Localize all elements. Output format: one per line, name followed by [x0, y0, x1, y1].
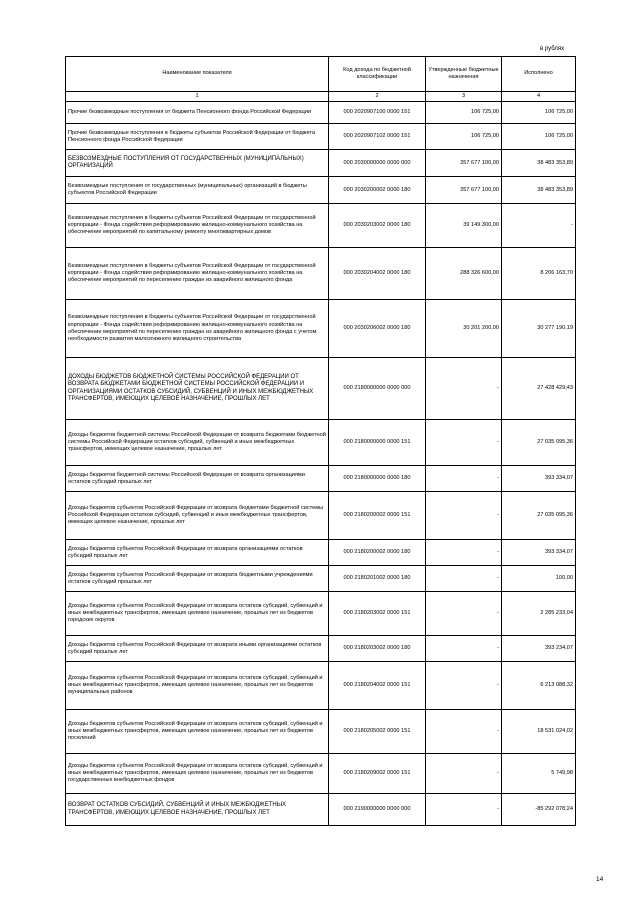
row-name: Безвозмездные поступления от государственных (муниципальных) организаций в бюджеты субъектов Российской Федерации — [66, 177, 329, 204]
row-code: 000 2180204002 0000 151 — [329, 662, 426, 710]
row-name: Прочие безвозмездные поступления от бюджета Пенсионного фонда Российской Федерации — [66, 102, 329, 124]
row-plan: - — [426, 794, 502, 826]
row-done: 6 213 088,32 — [502, 662, 576, 710]
column-number: 2 — [329, 92, 426, 102]
row-name: Прочие безвозмездные поступления в бюджеты субъектов Российской Федерации от бюджета Пенсионного фонда Российской Федерации — [66, 124, 329, 150]
header-done: Исполнено — [502, 57, 576, 92]
table-row — [66, 358, 576, 420]
row-name: Безвозмездные поступления в бюджеты субъектов Российской Федерации от государственной корпорации - Фонда содействия реформированию жилищно-коммунального хозяйства на обеспечение мероприятий по переселению граждан из аварийного жилищного фонда с учетом необходимости развития малоэтажного жилищного строительства — [66, 300, 329, 358]
table-row — [66, 420, 576, 466]
table-row — [66, 662, 576, 710]
row-code: 000 2180000000 0000 151 — [329, 420, 426, 466]
table-header-row — [66, 57, 576, 92]
table-body — [66, 102, 576, 826]
table-row — [66, 124, 576, 150]
row-name: БЕЗВОЗМЕЗДНЫЕ ПОСТУПЛЕНИЯ ОТ ГОСУДАРСТВЕННЫХ (МУНИЦИПАЛЬНЫХ) ОРГАНИЗАЦИЙ — [66, 150, 329, 177]
row-code: 000 2030206002 0000 180 — [329, 300, 426, 358]
table-row — [66, 248, 576, 300]
row-plan: - — [426, 754, 502, 794]
row-plan: - — [426, 466, 502, 492]
row-code: 000 2180201002 0000 180 — [329, 566, 426, 592]
row-code: 000 2030200002 0000 180 — [329, 177, 426, 204]
table-row — [66, 566, 576, 592]
row-plan: - — [426, 592, 502, 636]
row-name: Доходы бюджетов субъектов Российской Федерации от возврата остатков субсидий, субвенций и иных межбюджетных трансфертов, имеющих целевое назначение, прошлых лет из бюджетов муниципальных районов — [66, 662, 329, 710]
row-done: 27 428 429,43 — [502, 358, 576, 420]
budget-revenue-table — [65, 56, 576, 826]
row-done: 106 725,00 — [502, 124, 576, 150]
table-row — [66, 592, 576, 636]
row-plan: - — [426, 358, 502, 420]
row-code: 000 2030203002 0000 180 — [329, 204, 426, 248]
column-number: 4 — [502, 92, 576, 102]
row-done: 393 234,07 — [502, 636, 576, 662]
row-plan: - — [426, 420, 502, 466]
row-code: 000 2190000000 0000 000 — [329, 794, 426, 826]
row-done: 30 277 190,19 — [502, 300, 576, 358]
row-code: 000 2180203002 0000 151 — [329, 592, 426, 636]
table-row — [66, 300, 576, 358]
row-plan: 357 677 100,00 — [426, 177, 502, 204]
row-name: Доходы бюджетов субъектов Российской Федерации от возврата остатков субсидий, субвенций и иных межбюджетных трансфертов, имеющих целевое назначение, прошлых лет из бюджетов государственных внебюджетных фондов — [66, 754, 329, 794]
row-name: Безвозмездные поступления в бюджеты субъектов Российской Федерации от государственной корпорации - Фонда содействия реформированию жилищно-коммунального хозяйства на обеспечение мероприятий по капитальному ремонту многоквартирных домов — [66, 204, 329, 248]
row-done: 106 725,00 — [502, 102, 576, 124]
row-plan: 288 326 600,00 — [426, 248, 502, 300]
row-name: Доходы бюджетов субъектов Российской Федерации от возврата бюджетами бюджетной системы Российской Федерации остатков субсидий, субвенций и иных межбюджетных трансфертов, имеющих целевое назначение, прошлых лет — [66, 492, 329, 540]
row-plan: - — [426, 710, 502, 754]
row-plan: - — [426, 492, 502, 540]
table-row — [66, 636, 576, 662]
row-code: 000 2180205002 0000 151 — [329, 710, 426, 754]
unit-label: в рублях — [540, 46, 565, 52]
row-code: 000 2030204002 0000 180 — [329, 248, 426, 300]
table-row — [66, 204, 576, 248]
row-done: 27 035 095,36 — [502, 492, 576, 540]
row-done: 8 206 163,70 — [502, 248, 576, 300]
row-plan: - — [426, 662, 502, 710]
column-number: 3 — [426, 92, 502, 102]
row-name: Доходы бюджетов субъектов Российской Федерации от возврата остатков субсидий, субвенций и иных межбюджетных трансфертов, имеющих целевое назначение, прошлых лет из бюджетов городских округов — [66, 592, 329, 636]
table-row — [66, 794, 576, 826]
table-row — [66, 710, 576, 754]
row-done: - — [502, 204, 576, 248]
row-plan: 39 149 300,00 — [426, 204, 502, 248]
row-plan: 30 201 200,00 — [426, 300, 502, 358]
row-code: 000 2020907102 0000 151 — [329, 124, 426, 150]
row-name: ДОХОДЫ БЮДЖЕТОВ БЮДЖЕТНОЙ СИСТЕМЫ РОССИЙСКОЙ ФЕДЕРАЦИИ ОТ ВОЗВРАТА БЮДЖЕТАМИ БЮДЖЕТНОЙ СИСТЕМЫ РОССИЙСКОЙ ФЕДЕРАЦИИ И ОРГАНИЗАЦИЯМИ ОСТАТКОВ СУБСИДИЙ, СУБВЕНЦИЙ И ИНЫХ МЕЖБЮДЖЕТНЫХ ТРАНСФЕРТОВ, ИМЕЮЩИХ ЦЕЛЕВОЕ НАЗНАЧЕНИЕ, ПРОШЛЫХ ЛЕТ — [66, 358, 329, 420]
row-done: 100,00 — [502, 566, 576, 592]
header-plan: Утвержденные бюджетные назначения — [426, 57, 502, 92]
row-code: 000 2180209002 0000 151 — [329, 754, 426, 794]
row-plan: - — [426, 636, 502, 662]
row-name: Доходы бюджетов субъектов Российской Федерации от возврата бюджетными учреждениями остатков субсидий прошлых лет — [66, 566, 329, 592]
table-row — [66, 754, 576, 794]
row-name: Доходы бюджетов бюджетной системы Российской Федерации от возврата организациями остатков субсидий прошлых лет — [66, 466, 329, 492]
row-plan: 106 725,00 — [426, 124, 502, 150]
row-name: Доходы бюджетов бюджетной системы Российской Федерации от возврата бюджетами бюджетной системы Российской Федерации остатков субсидий, субвенций и иных межбюджетных трансфертов, имеющих целевое назначение, прошлых лет — [66, 420, 329, 466]
row-name: Доходы бюджетов субъектов Российской Федерации от возврата иными организациями остатков субсидий прошлых лет — [66, 636, 329, 662]
table-row — [66, 150, 576, 177]
row-code: 000 2030000000 0000 000 — [329, 150, 426, 177]
page-number: 14 — [596, 876, 604, 883]
row-plan: - — [426, 540, 502, 566]
row-done: 393 334,07 — [502, 466, 576, 492]
table-row — [66, 492, 576, 540]
row-done: 5 749,98 — [502, 754, 576, 794]
header-code: Код дохода по бюджетной классификации — [329, 57, 426, 92]
row-done: -85 292 078,24 — [502, 794, 576, 826]
table-row — [66, 466, 576, 492]
row-name: Доходы бюджетов субъектов Российской Федерации от возврата остатков субсидий, субвенций и иных межбюджетных трансфертов, имеющих целевое назначение, прошлых лет из бюджетов поселений — [66, 710, 329, 754]
table-row — [66, 102, 576, 124]
row-code: 000 2180200002 0000 180 — [329, 540, 426, 566]
table-row — [66, 177, 576, 204]
row-done: 27 035 095,36 — [502, 420, 576, 466]
row-plan: 357 677 100,00 — [426, 150, 502, 177]
column-number-row — [66, 92, 576, 102]
row-code: 000 2180000000 0000 180 — [329, 466, 426, 492]
row-code: 000 2180200002 0000 151 — [329, 492, 426, 540]
row-done: 2 285 233,04 — [502, 592, 576, 636]
row-code: 000 2020907100 0000 151 — [329, 102, 426, 124]
row-code: 000 2180203002 0000 180 — [329, 636, 426, 662]
row-code: 000 2180000000 0000 000 — [329, 358, 426, 420]
row-plan: - — [426, 566, 502, 592]
row-plan: 106 725,00 — [426, 102, 502, 124]
row-done: 38 483 353,89 — [502, 177, 576, 204]
row-name: Безвозмездные поступления в бюджеты субъектов Российской Федерации от государственной корпорации - Фонда содействия реформированию жилищно-коммунального хозяйства на обеспечение мероприятий по переселению граждан из аварийного жилищного фонда — [66, 248, 329, 300]
row-done: 38 483 353,89 — [502, 150, 576, 177]
column-number: 1 — [66, 92, 329, 102]
row-done: 393 334,07 — [502, 540, 576, 566]
header-name: Наименование показателя — [66, 57, 329, 92]
table-row — [66, 540, 576, 566]
row-name: Доходы бюджетов субъектов Российской Федерации от возврата организациями остатков субсидий прошлых лет — [66, 540, 329, 566]
row-name: ВОЗВРАТ ОСТАТКОВ СУБСИДИЙ, СУБВЕНЦИЙ И ИНЫХ МЕЖБЮДЖЕТНЫХ ТРАНСФЕРТОВ, ИМЕЮЩИХ ЦЕЛЕВОЕ НАЗНАЧЕНИЕ, ПРОШЛЫХ ЛЕТ — [66, 794, 329, 826]
row-done: 18 531 024,02 — [502, 710, 576, 754]
